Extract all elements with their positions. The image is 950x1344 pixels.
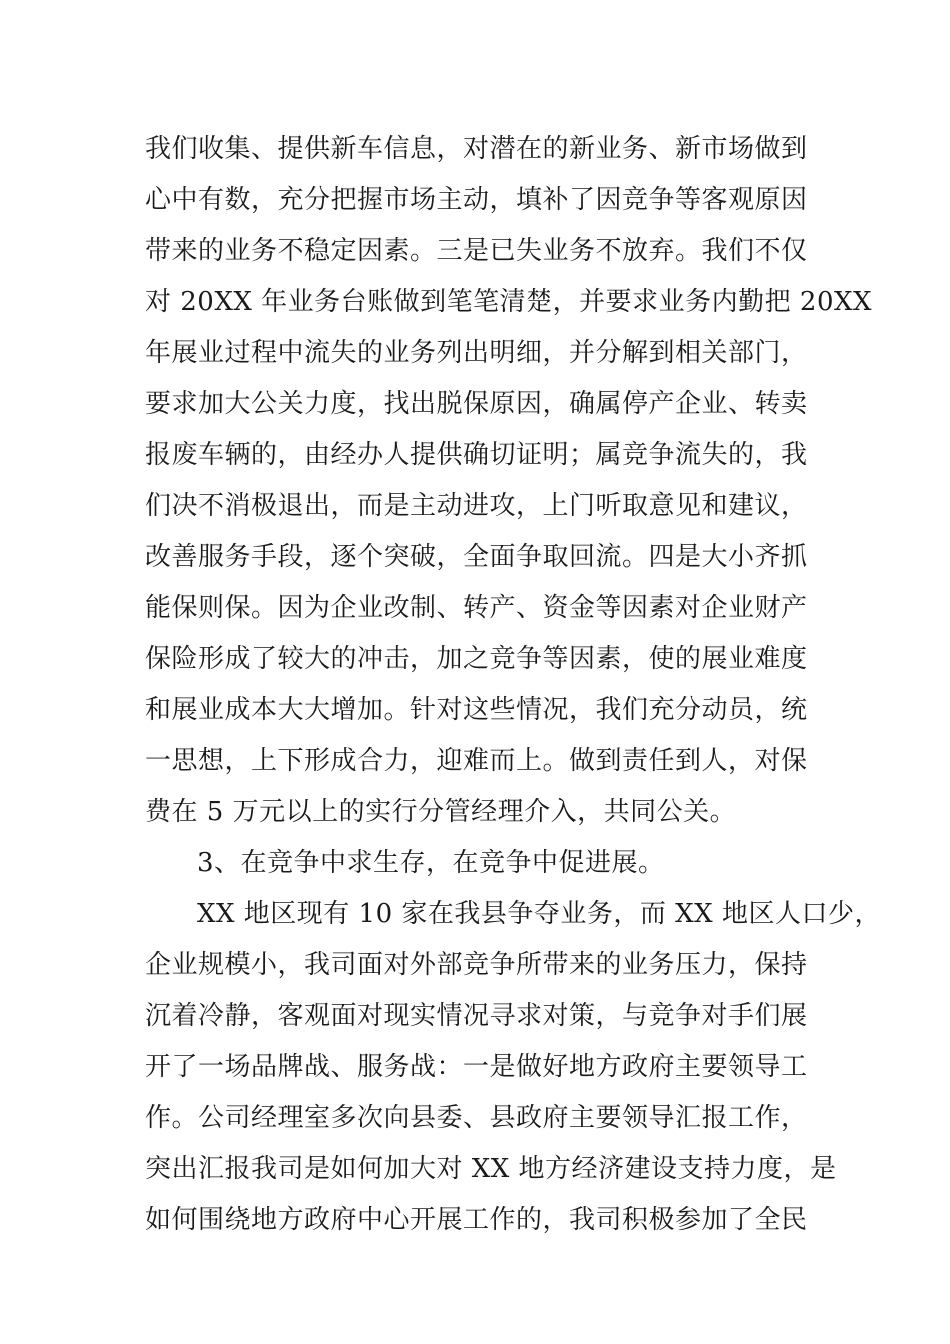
text-line: 心中有数，充分把握市场主动，填补了因竞争等客观原因 [145,185,808,215]
text-line: 企业规模小，我司面对外部竞争所带来的业务压力，保持 [145,950,808,980]
text-line: 们决不消极退出，而是主动进攻，上门听取意见和建议， [145,491,808,521]
document-body [145,124,881,1246]
text-line: 保险形成了较大的冲击，加之竞争等因素，使的展业难度 [145,644,808,674]
text-line: 能保则保。因为企业改制、转产、资金等因素对企业财产 [145,593,808,623]
text-line: 改善服务手段，逐个突破，全面争取回流。四是大小齐抓 [145,542,808,572]
text-line: 报废车辆的，由经办人提供确切证明；属竞争流失的，我 [145,440,808,470]
text-line: 年展业过程中流失的业务列出明细，并分解到相关部门， [145,338,808,368]
text-line: 我们收集、提供新车信息，对潜在的新业务、新市场做到 [145,134,808,164]
text-line: 带来的业务不稳定因素。三是已失业务不放弃。我们不仅 [145,236,808,266]
text-line: 一思想，上下形成合力，迎难而上。做到责任到人，对保 [145,746,808,776]
text-line: 费在 5 万元以上的实行分管经理介入，共同公关。 [145,797,737,827]
text-line: 和展业成本大大增加。针对这些情况，我们充分动员，统 [145,695,808,725]
text-line: 作。公司经理室多次向县委、县政府主要领导汇报工作， [145,1103,808,1133]
text-line: 沉着冷静，客观面对现实情况寻求对策，与竞争对手们展 [145,1001,808,1031]
text-line: 开了一场品牌战、服务战：一是做好地方政府主要领导工 [145,1052,808,1082]
text-line: 3、在竞争中求生存，在竞争中促进展。 [197,848,665,878]
text-line: 对 20XX 年业务台账做到笔笔清楚，并要求业务内勤把 20XX [145,287,873,317]
text-line: 要求加大公关力度，找出脱保原因，确属停产企业、转卖 [145,389,808,419]
text-line: 突出汇报我司是如何加大对 XX 地方经济建设支持力度，是 [145,1154,837,1184]
text-line: XX 地区现有 10 家在我县争夺业务，而 XX 地区人口少， [197,899,881,929]
text-line: 如何围绕地方政府中心开展工作的，我司积极参加了全民 [145,1205,808,1235]
